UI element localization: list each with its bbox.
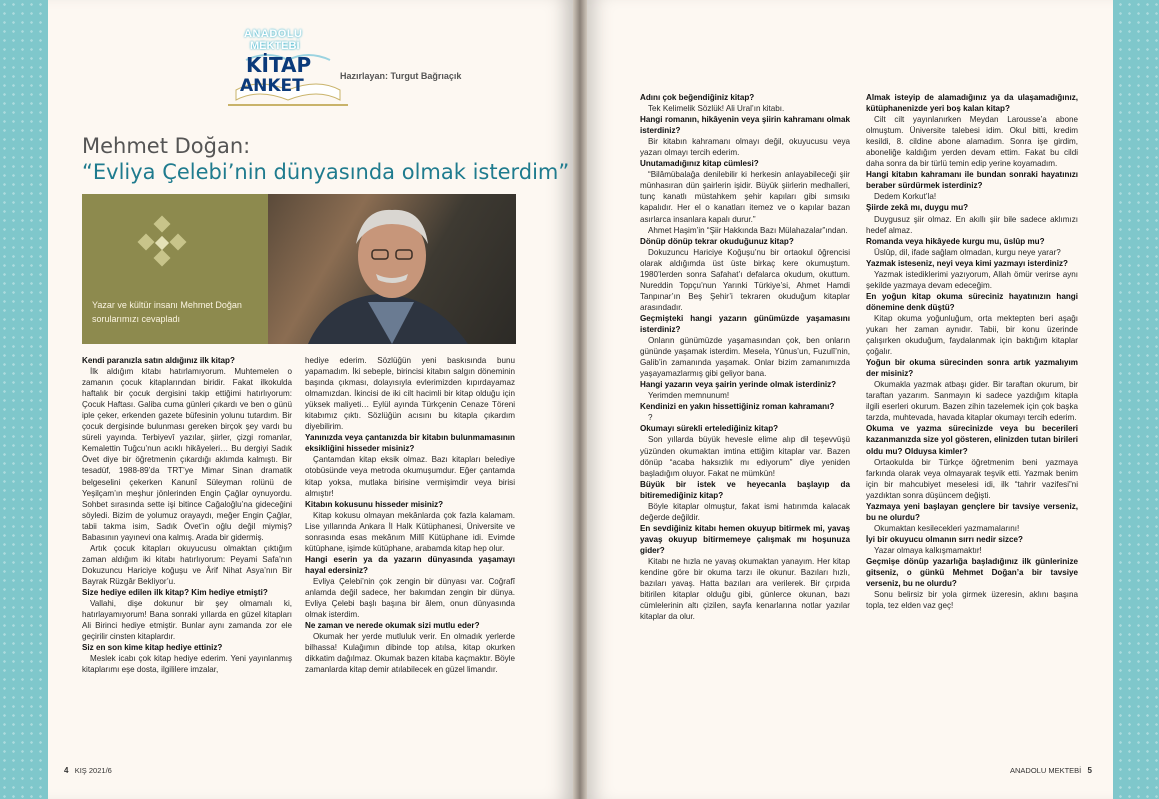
interview-question: Yoğun bir okuma sürecinden sonra artık yazmalıyım der misiniz? bbox=[866, 358, 1078, 379]
logo-line-3: KİTAP bbox=[246, 53, 312, 77]
interview-question: Geçmişe dönüp yazarlığa başladığınız ilk günlerinize gitseniz, o günkü Mehmet Doğan’a bir tavsiye verseniz, bu ne olurdu? bbox=[866, 556, 1078, 589]
interview-question: Romanda veya hikâyede kurgu mu, üslûp mu? bbox=[866, 236, 1045, 246]
interview-answer: Dedem Korkut’la! bbox=[874, 192, 937, 202]
interview-answer: Yazmak istediklerimi yazıyorum, Allah ömür verirse aynı şekilde yazmaya devam edeceğim. bbox=[866, 269, 1078, 290]
interview-answer: Okumak her yerde mutluluk verir. En olmadık yerlerde bilhassa! Kulağımın dibinde top atılsa, kitap okurken dikkatim dağılmaz. Okumak bazen kitaba kaçmaktır. Böyle zamanlarda kitap demir atılabilecek en güzel limandır. bbox=[305, 632, 515, 675]
interview-answer: İlk aldığım kitabı hatırlamıyorum. Muhtemelen o zamanın çocuk kitaplarından biridir. Fakat ilkokulda haftalık bir çocuk dergisini takip ettiğimi hatırlıyorum: Çocuk Haftası. Galiba cuma günleri çıkardı ve ben o günü iple çeker, erkenden gazete büfesinin yolunu tutardım. Bir çocuk dergisinde bulunması gereken birçok şey vardı bu süreli yayında. Terbiyevî yazılar, şiirler, çizgi romanlar, Kemalettin Tuğcu’nun acıklı hikâyeleri… Bu dergiyi Sadık Övet diye bir öğretmenin çıkardığı aklımda kalmıştı. Bir tesadüf, 1988-89’da TRT’ye Mimar Sinan dramatik belgeselini çekerken Kanunî Süleyman rolünü de Yeşilçam’ın meşhur jönlerinden Engin Çağlar oynuyordu. Sohbet sırasında sette işi bitince Cağaloğlu’na gideceğini söyledi. Bizim de yolumuz orayaydı, meğer Engin Çağlar, tabii takma isim, Sadık Övet’in oğlu değil miymiş? Babasının yayınevi ona kalmış. Arada bir gidermiş. bbox=[82, 367, 292, 542]
interview-answer: Dokuzuncu Hariciye Koğuşu’nu bir ortaokul öğrencisi olarak aldığımda üst üste birkaç kere okumuştum. 1980’lerden sonra Safahat’ı defalarca okudum, okuttum. Nureddin Topçu’nun Yarınki Türkiye’si, Ahmet Hamdi Tanpınar’ın Beş Şehir’i tekraren okuduğum kitaplar arasındadır. bbox=[640, 247, 850, 312]
interview-answer: Sonu belirsiz bir yola girmek üzeresin, aklını başına topla, tez elden vaz geç! bbox=[866, 590, 1078, 611]
interview-answer: Meslek icabı çok kitap hediye ederim. Yeni yayınlanmış kitaplarımı eşe dosta, ilgililere imzalar, bbox=[82, 654, 292, 675]
interview-question: Geçmişteki hangi yazarın günümüzde yaşamasını isterdiniz? bbox=[640, 313, 850, 334]
interview-question: Ne zaman ve nerede okumak sizi mutlu eder? bbox=[305, 621, 480, 631]
portrait-photo bbox=[82, 194, 516, 344]
interview-answer: Evliya Çelebi’nin çok zengin bir dünyası var. Coğrafî anlamda değil sadece, her bakımdan zengin bir dünya. Evliya Çelebi başlı başına bir âlem, onun dünyasında olmak isterdim. bbox=[305, 576, 515, 620]
page-number-left: 4 bbox=[64, 766, 69, 775]
article-title-name: Mehmet Doğan: bbox=[82, 134, 251, 158]
interview-question: Hangi romanın, hikâyenin veya şiirin kahramanı olmak isterdiniz? bbox=[640, 115, 850, 136]
interview-answer: Kitap okuma yoğunluğum, orta mektepten beri aşağı yukarı her zaman aynıdır. Tabii, bir konu üzerinde çalışırken okuduğum, faydalanmak için baktığım kitaplar çoğalır. bbox=[866, 313, 1078, 357]
interview-question: Kendi paranızla satın aldığınız ilk kitap? bbox=[82, 356, 235, 365]
text-column-3 bbox=[640, 92, 850, 622]
interview-question: İyi bir okuyucu olmanın sırrı nedir sizce? bbox=[866, 534, 1023, 544]
interview-question: Kendinizi en yakın hissettiğiniz roman kahramanı? bbox=[640, 402, 835, 412]
photo-background bbox=[268, 194, 516, 344]
interview-question: Dönüp dönüp tekrar okuduğunuz kitap? bbox=[640, 236, 794, 246]
interview-answer: Böyle kitaplar olmuştur, fakat ismi hatırımda kalacak değerde değildir. bbox=[640, 501, 850, 522]
interview-answer: Üslûp, dil, ifade sağlam olmadan, kurgu neye yarar? bbox=[874, 247, 1061, 257]
interview-question: Yazmak isteseniz, neyi veya kimi yazmayı isterdiniz? bbox=[866, 258, 1068, 268]
interview-question: Büyük bir istek ve heyecanla başlayıp da bitiremediğiniz kitap? bbox=[640, 479, 850, 500]
issue-label: KIŞ 2021/6 bbox=[74, 766, 112, 775]
photo-caption: Yazar ve kültür insanı Mehmet Doğan sorularımızı cevapladı bbox=[92, 300, 242, 324]
interview-answer: Duygusuz şiir olmaz. En akıllı şiir bile sadece aklımızı hedef almaz. bbox=[866, 214, 1078, 235]
interview-question: Yanınızda veya çantanızda bir kitabın bulunmamasının eksikliğini hisseder misiniz? bbox=[305, 433, 515, 454]
interview-question: Okuma ve yazma sürecinizde veya bu becerileri kazanmanızda size yol gösteren, elinizden tutan birileri oldu mu? Olduysa kimler? bbox=[866, 424, 1078, 456]
text-column-1 bbox=[82, 355, 292, 675]
interview-answer: Çantamdan kitap eksik olmaz. Bazı kitapları belediye otobüsünde veya metroda okumuşumdur. Eğer çantamda kitap yoksa, mutlaka birisine vermişimdir veya birisi almıştır! bbox=[305, 455, 515, 498]
interview-question: Kitabın kokusunu hisseder misiniz? bbox=[305, 499, 444, 509]
interview-answer: Ortaokulda bir Türkçe öğretmenim beni yazmaya farkında olarak veya olmayarak teşvik etti. Yazmak benim için bir mahcubiyet meselesi idi, ilk “tahrir vazifesi”ni yazdıktan sonra düşüncem değişti. bbox=[866, 457, 1078, 500]
interview-answer: Cilt cilt yayınlanırken Meydan Larousse’a abone olmuştum. Üniversite talebesi idim. Okul bitti, kredim kesildi, 8. cildine abone alamadım. Sonra işe girdim, aboneliğe kaldığım yerden devam ettim. Fakat bu cildi daha sonra da bir türlü temin edip yerine koyamadım. bbox=[866, 115, 1078, 169]
interview-answer: ? bbox=[648, 413, 653, 423]
kitap-anket-logo bbox=[228, 20, 348, 106]
interview-answer: Onların günümüzde yaşamasından çok, ben onların gününde yaşamak isterdim. Mesela, Yûnus’un, Fuzulî’nin, Galib’in zamanında yaşamak. Onlar bizim zamanımızda yaşayamazlarmış gibi geliyor bana. bbox=[640, 336, 850, 379]
interview-answer: Kitabı ne hızla ne yavaş okumaktan yanayım. Her kitap kendine göre bir okuma tarzı ile okunur. Bazıları hızlı, bazıları yavaş. Hatta bazıları ara verilerek. Bir çırpıda bitirilen kitaplar olduğu gibi, günlerce okunan, bazı cümlelerinin altı çizilen, sayfa kenarlarına notlar yazılar kitaplar da olur. bbox=[640, 556, 850, 622]
text-column-4 bbox=[866, 92, 1078, 611]
interview-question: Okumayı sürekli ertelediğiniz kitap? bbox=[640, 424, 779, 434]
interview-answer: Tek Kelimelik Sözlük! Ali Ural’ın kitabı. bbox=[648, 104, 785, 114]
author-credit: Hazırlayan: Turgut Bağrıaçık bbox=[340, 71, 462, 81]
interview-answer: Vallahi, dişe dokunur bir şey olmamalı ki, hatırlayamıyorum! Bana sonraki yıllarda en güzel kitapları Ali Birinci hediye etmiştir. Bunlar aynı zamanda zor ele geçirilir cinsten kitaplardır. bbox=[82, 599, 292, 642]
interview-answer: hediye ederim. Sözlüğün yeni baskısında bunu yapamadım. İki sebeple, birincisi kitabın salgın döneminin başında çıkması, dolayısıyla evlerimizden kıpırdayamaz olmamızdan. İkincisi de iki cilt hacimli bir kitap olduğu için yüksek maliyeti… Eylül ayında Türkçenin Cenaze Töreni kitabımız çıktı. Sözlüğün acısını bu kitapla çıkardım diyebilirim. bbox=[305, 356, 515, 432]
interview-answer: Yazar olmaya kalkışmamaktır! bbox=[874, 545, 982, 555]
footer-left bbox=[64, 766, 112, 775]
interview-question: Size hediye edilen ilk kitap? Kim hediye etmişti? bbox=[82, 587, 268, 597]
interview-question: Hangi eserin ya da yazarın dünyasında yaşamayı hayal edersiniz? bbox=[305, 554, 515, 575]
interview-question: Yazmaya yeni başlayan gençlere bir tavsiye verseniz, bu ne olurdu? bbox=[866, 501, 1078, 522]
interview-question: Şiirde zekâ mı, duygu mu? bbox=[866, 203, 969, 213]
logo-line-4: ANKET bbox=[240, 76, 304, 96]
interview-question: En yoğun kitap okuma süreciniz hayatınızın hangi dönemine denk düştü? bbox=[866, 291, 1078, 312]
book-gutter bbox=[573, 0, 587, 799]
interview-question: Unutamadığınız kitap cümlesi? bbox=[640, 159, 759, 169]
interview-answer: Son yıllarda büyük hevesle elime alıp dil teşevvüşü yüzünden okumaktan imtina ettiğim kitaplar var. Bazen dönüp “acaba haksızlık mı ediyorum” diye yeniden başladığım oluyor. Fakat ne mümkün! bbox=[640, 435, 850, 478]
page-number-right: 5 bbox=[1087, 766, 1092, 775]
interview-question: Hangi yazarın veya şairin yerinde olmak isterdiniz? bbox=[640, 380, 837, 390]
interview-answer: Artık çocuk kitapları okuyucusu olmaktan çıktığım zaman aldığım iki kitabı hatırlıyorum: Peyami Safa’nın Dokuzuncu Hariciye koğuşu ve Ârif Nihat Asya’nın Bir Bayrak Rüzgâr Bekliyor’u. bbox=[82, 543, 292, 586]
photo-caption-panel bbox=[82, 194, 268, 344]
interview-answer: Yerimden memnunum! bbox=[648, 391, 730, 401]
article-title-quote: “Evliya Çelebi’nin dünyasında olmak isterdim” bbox=[82, 160, 570, 184]
interview-question: En sevdiğiniz kitabı hemen okuyup bitirmek mi, yavaş yavaş okuyup bitirmemeye çalışmak mı hoşunuza gider? bbox=[640, 523, 850, 555]
interview-answer: Okumaktan kesilecekleri yazmamalarını! bbox=[874, 523, 1020, 533]
logo-line-2: MEKTEBİ bbox=[250, 40, 300, 52]
magazine-label: ANADOLU MEKTEBİ bbox=[1010, 766, 1082, 775]
interview-answer: Kitap kokusu olmayan mekânlarda çok fazla kalamam. Lise yıllarında Ankara İl Halk Kütüphanesi, Üniversite ve sonrasında esas mekânım Millî Kütüphane idi. Evimde kütüphane, işimde kütüphane, arabamda kitap hep olur. bbox=[305, 510, 515, 553]
portrait-silhouette bbox=[268, 194, 516, 344]
interview-answer: Okumakla yazmak atbaşı gider. Bir taraftan okurum, bir taraftan yazarım. Sanmayın ki sadece yazdığım kitapla ilgili eserleri okurum. Bazen zihin tazelemek için çok başka tarzda, muhtevada, havada kitaplar okumayı tercih ederim. bbox=[866, 380, 1078, 423]
interview-answer: Ahmet Haşim’in “Şiir Hakkında Bazı Mülahazalar”ından. bbox=[648, 225, 848, 235]
interview-question: Adını çok beğendiğiniz kitap? bbox=[640, 93, 755, 102]
footer-right bbox=[1010, 766, 1092, 775]
logo-line-1: ANADOLU bbox=[244, 28, 303, 40]
interview-answer: “Bilâmübalağa denilebilir ki herkesin anlayabileceği şiir münhasıran dün şairlerin işidir. Büyük şiirlerin medhalleri, tunç kanatlı müstahkem şehir kapıları gibi sımsıkı kapalıdır. Her el o kanatları itemez ve o kapılar bazan asırlarca insanlara kapalı durur.” bbox=[640, 170, 850, 224]
ornament-icon bbox=[132, 214, 192, 274]
interview-question: Siz en son kime kitap hediye ettiniz? bbox=[82, 643, 223, 653]
text-column-2 bbox=[305, 355, 515, 675]
interview-question: Hangi kitabın kahramanı ile bundan sonraki hayatınızı beraber sürdürmek isterdiniz? bbox=[866, 170, 1078, 191]
interview-answer: Bir kitabın kahramanı olmayı değil, okuyucusu veya yazarı olmayı tercih ederim. bbox=[640, 137, 850, 158]
interview-question: Almak isteyip de alamadığınız ya da ulaşamadığınız, kütüphanenizde yeri boş kalan kitap? bbox=[866, 93, 1078, 114]
